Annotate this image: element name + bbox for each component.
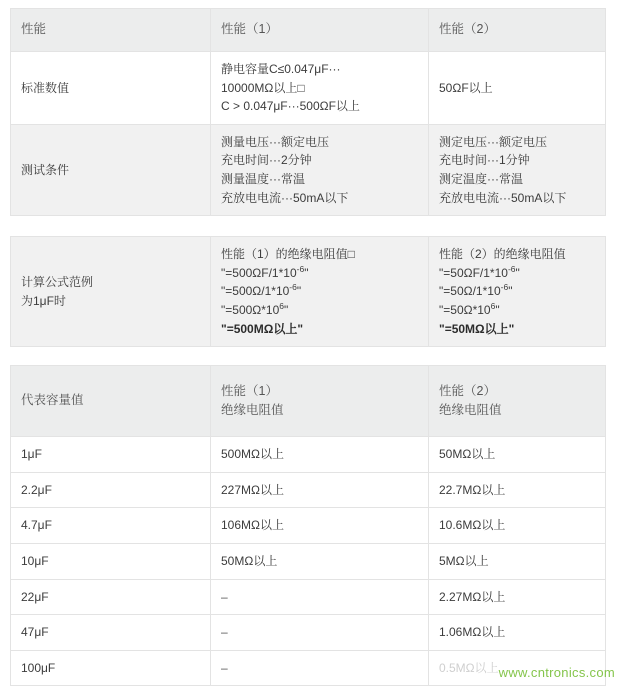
cell-perf1: 227MΩ以上 [211,472,429,508]
cell-perf1: 50MΩ以上 [211,543,429,579]
formula-result: "=50MΩ以上" [439,321,515,336]
formula-example-table [10,236,606,347]
formula-text: "=50Ω/1*10 [439,284,501,299]
text-line: 性能（1） [221,383,278,398]
exponent: -6 [296,263,305,274]
text-line: 充放电电流···50mA以下 [221,190,349,205]
cell-capacitance: 2.2μF [11,472,211,508]
watermark: www.cntronics.com [498,665,615,681]
cell-capacitance: 47μF [11,615,211,651]
formula-text: "=500Ω/1*10 [221,284,290,299]
text-line: 充电时间···1分钟 [439,153,530,168]
test-conditions-perf1 [211,124,429,215]
cell-perf1: – [211,615,429,651]
table-header-row [11,9,606,52]
table-row [11,437,606,473]
text-line: 绝缘电阻值 [221,403,284,418]
table-row [11,52,606,125]
standard-value-perf2 [429,52,606,125]
formula-text: "=50Ω*10 [439,302,491,317]
formula-text: "=50ΩF/1*10 [439,265,508,280]
text-line: 计算公式范例 [21,275,94,290]
text-line: 测定电压···额定电压 [439,134,547,149]
formula-line: "$=500\Omega/1*10^{-6}$" [221,282,302,299]
cell-perf2: 22.7MΩ以上 [429,472,606,508]
formula-line: "$=500\Omega F/1*10^{-6}$" [221,263,309,280]
formula-title: 性能（2）的绝缘电阻值 [439,247,566,262]
formula-perf2 [429,237,606,347]
text-line: 为1μF时 [21,293,66,308]
row-label-standard-value: 标准数值 [11,52,211,125]
cell-perf2: 1.06MΩ以上 [429,615,606,651]
cell-capacitance: 22μF [11,579,211,615]
text-line: C > 0.047μF···500ΩF以上 [221,99,360,114]
formula-text: "=500ΩF/1*10 [221,265,297,280]
header-cell-perf1-resistance [211,366,429,437]
table-row [11,237,606,347]
text-line: 代表容量值 [21,393,84,408]
cell-perf1: 500MΩ以上 [211,437,429,473]
test-conditions-perf2 [429,124,606,215]
header-cell-performance-1: 性能（1） [211,9,429,52]
table-row [11,543,606,579]
cell-capacitance: 4.7μF [11,508,211,544]
cell-capacitance: 100μF [11,650,211,686]
header-cell-performance-2: 性能（2） [429,9,606,52]
cell-perf1: 106MΩ以上 [211,508,429,544]
document-page [0,8,629,686]
exponent: 6 [279,300,285,311]
text-line: 绝缘电阻值 [439,403,502,418]
table-row [11,579,606,615]
cell-capacitance: 10μF [11,543,211,579]
text-line: 测量温度···常温 [221,171,305,186]
cell-capacitance: 1μF [11,437,211,473]
table-header-row [11,366,606,437]
text-line: 10000MΩ以上□ [221,80,305,95]
table-row [11,472,606,508]
cell-perf2: 5MΩ以上 [429,543,606,579]
exponent: -6 [500,282,509,293]
exponent: 6 [490,300,496,311]
row-label-formula-example [11,237,211,347]
standard-value-perf1 [211,52,429,125]
formula-line: "$=50\Omega/1*10^{-6}$" [439,282,513,299]
formula-line: "$=50\Omega F/1*10^{-6}$" [439,263,520,280]
table-row [11,615,606,651]
table-row [11,508,606,544]
formula-line: "$=50\Omega*10^6$" [439,300,500,317]
cell-perf2: 50MΩ以上 [429,437,606,473]
text-line: 充电时间···2分钟 [221,153,312,168]
capacitance-resistance-table [10,365,606,686]
formula-line: "$=500\Omega*10^6$" [221,300,289,317]
cell-perf2: 10.6MΩ以上 [429,508,606,544]
formula-text: "=500Ω*10 [221,302,280,317]
formula-perf1 [211,237,429,347]
text-line: 充放电电流···50mA以下 [439,190,567,205]
formula-result: "=500MΩ以上" [221,321,304,336]
text-line: 50ΩF以上 [439,80,493,95]
text-line: 性能（2） [439,383,496,398]
row-label-test-conditions: 测试条件 [11,124,211,215]
performance-conditions-table [10,8,606,216]
text-line: 测定温度···常温 [439,171,523,186]
cell-perf2: 2.27MΩ以上 [429,579,606,615]
cell-perf1: – [211,650,429,686]
cell-perf1: – [211,579,429,615]
cell-perf2: 0.5MΩ以上 [429,650,606,686]
exponent: -6 [289,282,297,293]
header-cell-capacitance [11,366,211,437]
text-line: 静电容量C≤0.047μF··· [221,62,341,76]
table-row [11,124,606,215]
exponent: -6 [507,263,516,274]
formula-title: 性能（1）的绝缘电阻值□ [221,247,355,262]
header-cell-performance: 性能 [11,9,211,52]
text-line: 测量电压···额定电压 [221,134,329,149]
header-cell-perf2-resistance [429,366,606,437]
